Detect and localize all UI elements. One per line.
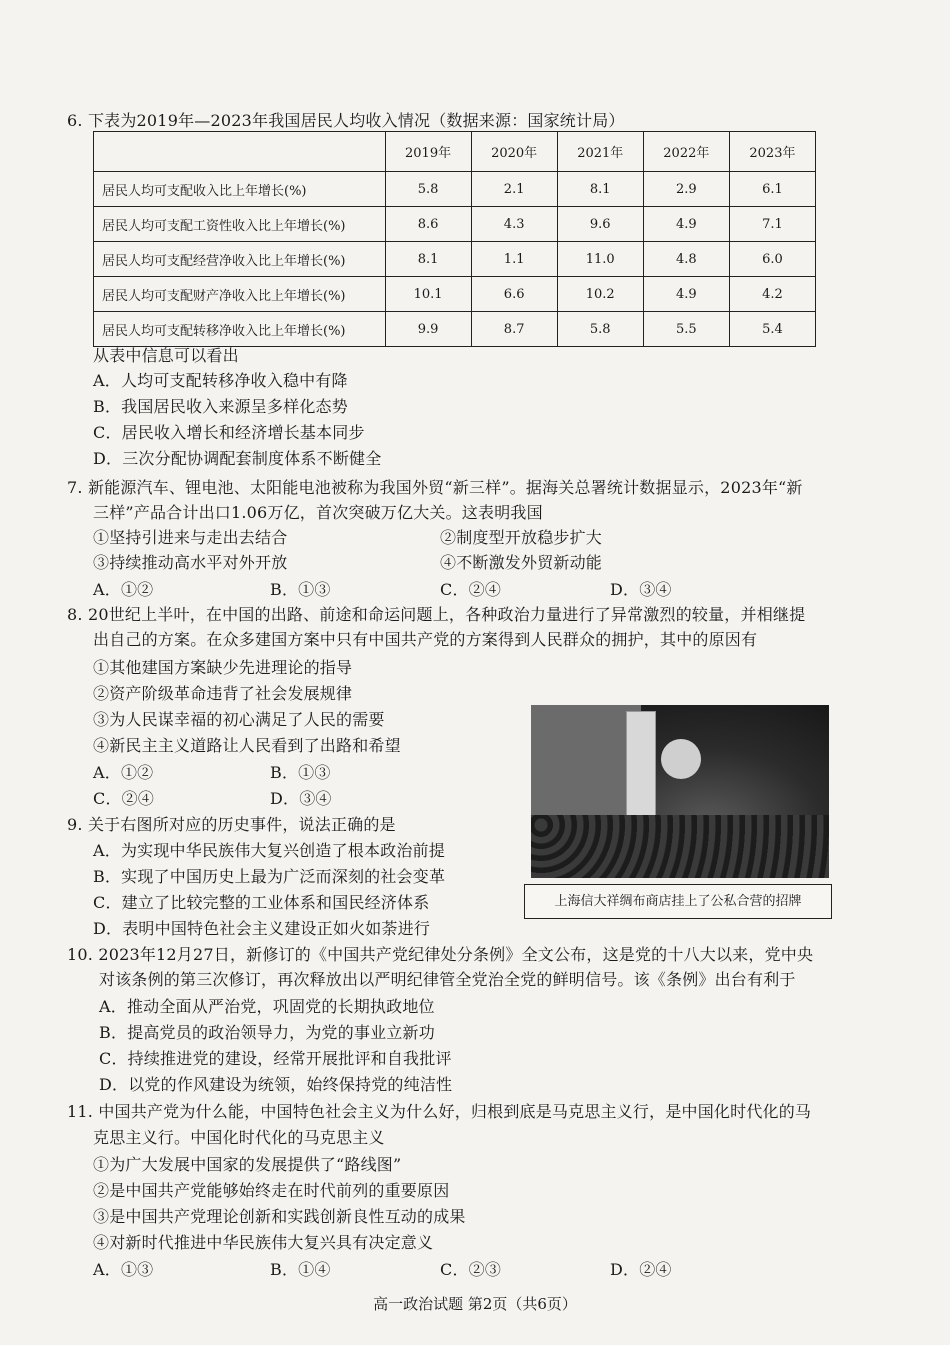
q6-option-c[interactable]: C．居民收入增长和经济增长基本同步	[93, 423, 365, 442]
q9-option-c[interactable]: C．建立了比较完整的工业体系和国民经济体系	[93, 893, 430, 912]
photo-caption: 上海信大祥绸布商店挂上了公私合营的招牌	[524, 884, 832, 919]
q11-item-1: ①为广大发展中国家的发展提供了“路线图”	[93, 1155, 402, 1174]
table-cell: 4.9	[643, 207, 729, 242]
table-header-cell: 2019年	[385, 132, 471, 172]
q11-option-a[interactable]: A．①③	[93, 1260, 154, 1279]
q7-option-d[interactable]: D．③④	[610, 580, 672, 599]
table-corner-cell	[94, 132, 386, 172]
table-cell: 5.8	[557, 312, 643, 347]
q11-option-c[interactable]: C．②③	[440, 1260, 502, 1279]
table-header-cell: 2022年	[643, 132, 729, 172]
q9-stem: 9. 关于右图所对应的历史事件，说法正确的是	[67, 815, 396, 834]
q7-option-b[interactable]: B．①③	[270, 580, 331, 599]
table-row	[94, 277, 816, 312]
table-cell: 6.6	[471, 277, 557, 312]
table-cell: 1.1	[471, 242, 557, 277]
q6-lead: 从表中信息可以看出	[93, 346, 239, 365]
historical-photo	[531, 705, 829, 878]
row-label: 居民人均可支配财产净收入比上年增长(%)	[94, 277, 386, 312]
table-cell: 8.1	[557, 172, 643, 207]
q10-option-b[interactable]: B．提高党员的政治领导力，为党的事业立新功	[99, 1023, 435, 1042]
q11-item-2: ②是中国共产党能够始终走在时代前列的重要原因	[93, 1181, 450, 1200]
q8-option-d[interactable]: D．③④	[270, 789, 332, 808]
table-row	[94, 207, 816, 242]
q7-stem-line2: 三样”产品合计出口1.06万亿，首次突破万亿大关。这表明我国	[93, 503, 543, 522]
table-row	[94, 312, 816, 347]
table-cell: 4.8	[643, 242, 729, 277]
table-cell: 10.1	[385, 277, 471, 312]
row-label: 居民人均可支配经营净收入比上年增长(%)	[94, 242, 386, 277]
q6-stem: 6. 下表为2019年—2023年我国居民人均收入情况（数据来源：国家统计局）	[67, 111, 625, 130]
table-cell: 5.5	[643, 312, 729, 347]
q10-option-a[interactable]: A．推动全面从严治党，巩固党的长期执政地位	[99, 997, 435, 1016]
table-cell: 7.1	[729, 207, 815, 242]
q8-item-3: ③为人民谋幸福的初心满足了人民的需要	[93, 710, 385, 729]
q7-stem-line1: 7. 新能源汽车、锂电池、太阳能电池被称为我国外贸“新三样”。据海关总署统计数据显示，2023年“新	[67, 478, 803, 497]
q11-option-b[interactable]: B．①④	[270, 1260, 331, 1279]
table-cell: 9.6	[557, 207, 643, 242]
table-cell: 9.9	[385, 312, 471, 347]
q8-option-a[interactable]: A．①②	[93, 763, 154, 782]
q7-item-3: ③持续推动高水平对外开放	[93, 553, 288, 572]
table-cell: 2.1	[471, 172, 557, 207]
table-cell: 5.8	[385, 172, 471, 207]
q6-option-b[interactable]: B．我国居民收入来源呈多样化态势	[93, 397, 348, 416]
page-footer: 高一政治试题 第2页（共6页）	[373, 1295, 577, 1313]
q6-option-a[interactable]: A．人均可支配转移净收入稳中有降	[93, 371, 348, 390]
q8-option-b[interactable]: B．①③	[270, 763, 331, 782]
q11-option-d[interactable]: D．②④	[610, 1260, 672, 1279]
q9-option-b[interactable]: B．实现了中国历史上最为广泛而深刻的社会变革	[93, 867, 446, 886]
row-label: 居民人均可支配工资性收入比上年增长(%)	[94, 207, 386, 242]
table-cell: 6.0	[729, 242, 815, 277]
q7-item-1: ①坚持引进来与走出去结合	[93, 528, 288, 547]
q10-stem-line1: 10. 2023年12月27日，新修订的《中国共产党纪律处分条例》全文公布，这是党的十八大以来，党中央	[67, 945, 814, 964]
q8-item-1: ①其他建国方案缺少先进理论的指导	[93, 658, 353, 677]
q8-option-c[interactable]: C．②④	[93, 789, 155, 808]
table-cell: 8.6	[385, 207, 471, 242]
q8-stem-line2: 出自己的方案。在众多建国方案中只有中国共产党的方案得到人民群众的拥护，其中的原因有	[93, 630, 758, 649]
q9-option-a[interactable]: A．为实现中华民族伟大复兴创造了根本政治前提	[93, 841, 445, 860]
table-cell: 11.0	[557, 242, 643, 277]
q11-item-4: ④对新时代推进中华民族伟大复兴具有决定意义	[93, 1233, 434, 1252]
q7-option-c[interactable]: C．②④	[440, 580, 502, 599]
q10-option-d[interactable]: D．以党的作风建设为统领，始终保持党的纯洁性	[99, 1075, 453, 1094]
q9-option-d[interactable]: D．表明中国特色社会主义建设正如火如荼进行	[93, 919, 431, 938]
row-label: 居民人均可支配转移净收入比上年增长(%)	[94, 312, 386, 347]
q10-stem-line2: 对该条例的第三次修订，再次释放出以严明纪律管全党治全党的鲜明信号。该《条例》出台有利于	[99, 970, 796, 989]
photo-crowd	[531, 815, 829, 878]
table-cell: 6.1	[729, 172, 815, 207]
q6-option-d[interactable]: D．三次分配协调配套制度体系不断健全	[93, 449, 382, 468]
table-header-cell: 2021年	[557, 132, 643, 172]
photo-wall	[531, 705, 641, 825]
table-header-cell: 2023年	[729, 132, 815, 172]
q8-stem-line1: 8. 20世纪上半叶，在中国的出路、前途和命运问题上，各种政治力量进行了异常激烈的较量，并相继提	[67, 605, 806, 624]
income-table	[93, 131, 816, 347]
table-cell: 2.9	[643, 172, 729, 207]
table-cell: 4.3	[471, 207, 557, 242]
q8-item-4: ④新民主主义道路让人民看到了出路和希望	[93, 736, 401, 755]
table-cell: 4.2	[729, 277, 815, 312]
q7-item-2: ②制度型开放稳步扩大	[440, 528, 603, 547]
table-cell: 8.7	[471, 312, 557, 347]
table-row	[94, 242, 816, 277]
table-header-row	[94, 132, 816, 172]
q11-item-3: ③是中国共产党理论创新和实践创新良性互动的成果	[93, 1207, 466, 1226]
q11-stem-line2: 克思主义行。中国化时代化的马克思主义	[93, 1128, 385, 1147]
table-header-cell: 2020年	[471, 132, 557, 172]
q10-option-c[interactable]: C．持续推进党的建设，经常开展批评和自我批评	[99, 1049, 452, 1068]
table-cell: 4.9	[643, 277, 729, 312]
q7-option-a[interactable]: A．①②	[93, 580, 154, 599]
q8-item-2: ②资产阶级革命违背了社会发展规律	[93, 684, 353, 703]
photo-person	[661, 739, 701, 779]
q11-stem-line1: 11. 中国共产党为什么能，中国特色社会主义为什么好，归根到底是马克思主义行，是中国化时代化的马	[67, 1102, 812, 1121]
table-cell: 10.2	[557, 277, 643, 312]
table-cell: 5.4	[729, 312, 815, 347]
row-label: 居民人均可支配收入比上年增长(%)	[94, 172, 386, 207]
table-row	[94, 172, 816, 207]
q7-item-4: ④不断激发外贸新动能	[440, 553, 603, 572]
table-cell: 8.1	[385, 242, 471, 277]
